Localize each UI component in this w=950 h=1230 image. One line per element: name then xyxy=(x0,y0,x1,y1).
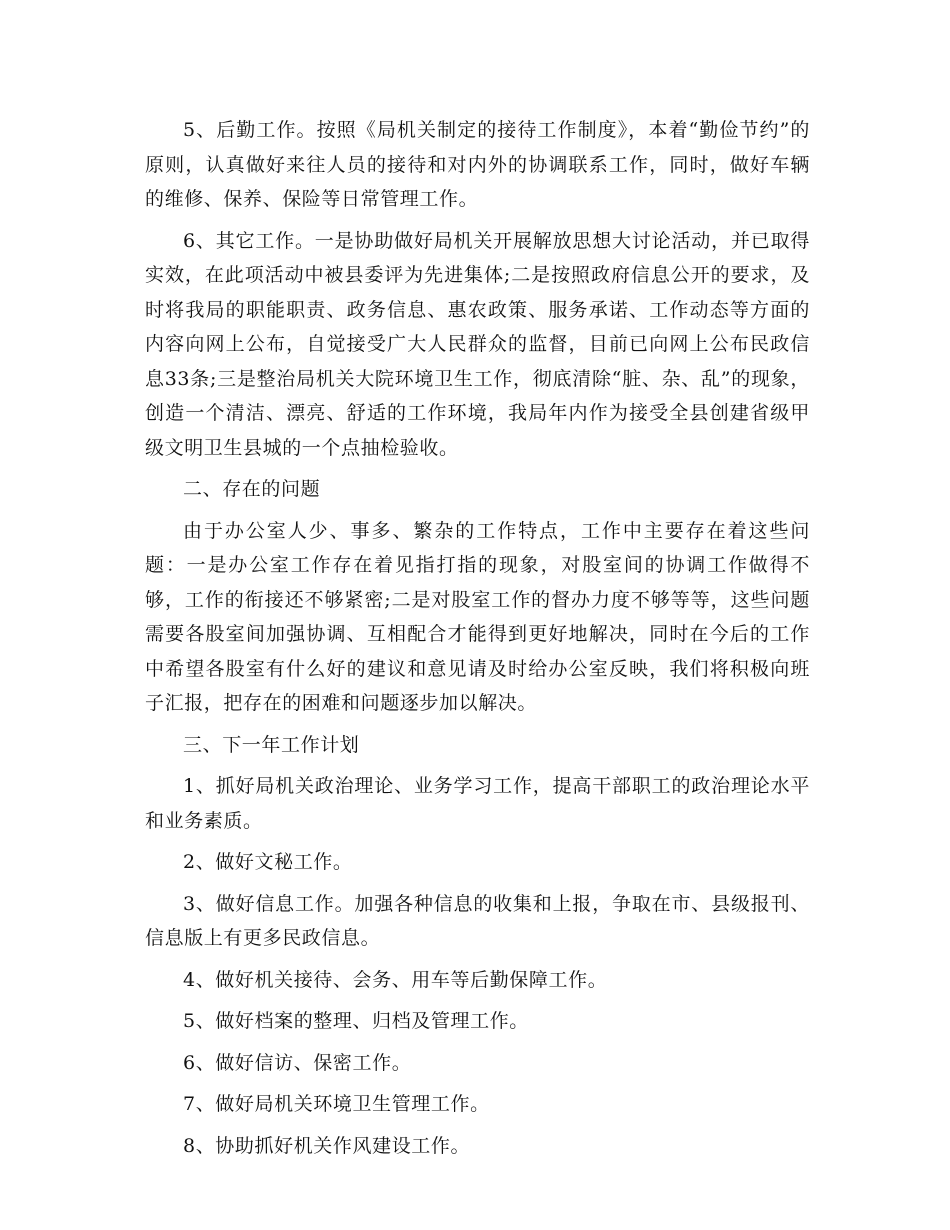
paragraph-problems: 由于办公室人少、事多、繁杂的工作特点，工作中主要存在着这些问题：一是办公室工作存在着见指打指的现象，对股室间的协调工作做得不够，工作的衔接还不够紧密;二是对股室工作的督办力度不够等等，这些问题需要各股室间加强协调、互相配合才能得到更好地解决，同时在今后的工作中希望各股室有什么好的建议和意见请及时给办公室反映，我们将积极向班子汇报，把存在的困难和问题逐步加以解决。 xyxy=(145,519,810,714)
document-body xyxy=(145,113,810,1170)
plan-item-3: 3、做好信息工作。加强各种信息的收集和上报，争取在市、县级报刊、信息版上有更多民政信息。 xyxy=(145,892,810,949)
plan-item-2: 2、做好文秘工作。 xyxy=(183,851,353,873)
section-heading-next-year-plan: 三、下一年工作计划 xyxy=(183,733,360,756)
plan-item-5: 5、做好档案的整理、归档及管理工作。 xyxy=(183,1010,529,1032)
plan-item-7: 7、做好局机关环境卫生管理工作。 xyxy=(183,1093,490,1115)
plan-item-4: 4、做好机关接待、会务、用车等后勤保障工作。 xyxy=(183,968,608,991)
section-heading-problems: 二、存在的问题 xyxy=(183,478,321,500)
paragraph-other-work: 6、其它工作。一是协助做好局机关开展解放思想大讨论活动，并已取得实效，在此项活动中被县委评为先进集体;二是按照政府信息公开的要求，及时将我局的职能职责、政务信息、惠农政策、服务承诺、工作动态等方面的内容向网上公布，自觉接受广大人民群众的监督，目前已向网上公布民政信息33条;三是整治局机关大院环境卫生工作，彻底清除“脏、杂、乱”的现象，创造一个清洁、漂亮、舒适的工作环境，我局年内作为接受全县创建省级甲级文明卫生县城的一个点抽检验收。 xyxy=(145,229,810,459)
plan-item-8: 8、协助抓好机关作风建设工作。 xyxy=(183,1134,471,1157)
plan-item-1: 1、抓好局机关政治理论、业务学习工作，提高干部职工的政治理论水平和业务素质。 xyxy=(145,775,810,832)
plan-item-6: 6、做好信访、保密工作。 xyxy=(183,1051,412,1074)
paragraph-logistics-work: 5、后勤工作。按照《局机关制定的接待工作制度》，本着“勤俭节约”的原则，认真做好来往人员的接待和对内外的协调联系工作，同时，做好车辆的维修、保养、保险等日常管理工作。 xyxy=(145,119,810,210)
